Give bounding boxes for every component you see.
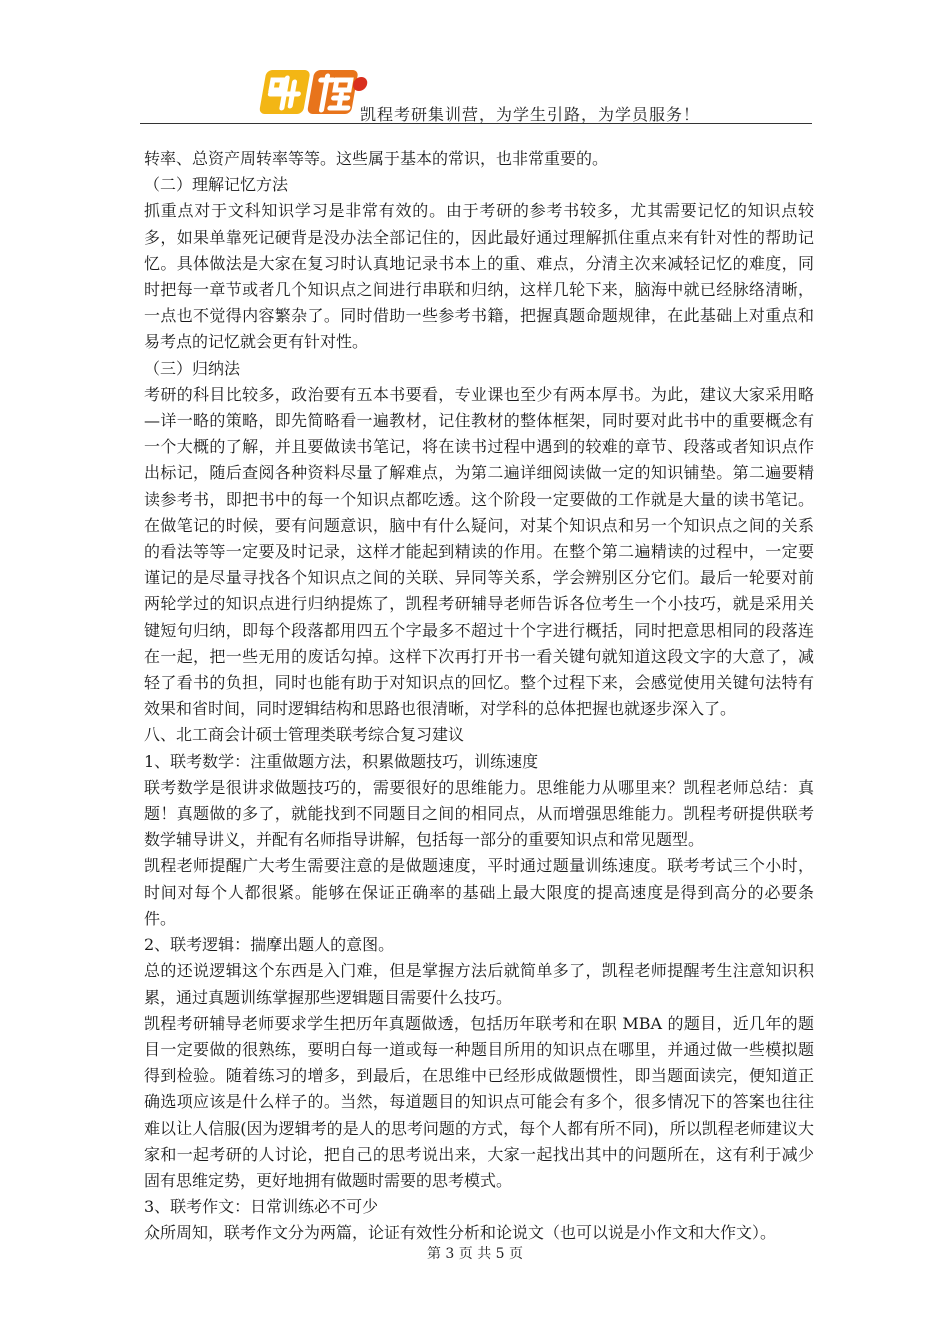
- paragraph: 考研的科目比较多，政治要有五本书要看，专业课也至少有两本厚书。为此，建议大家采用略—详一略的策略，即先简略看一遍教材，记住教材的整体框架，同时要对此书中的重要概念有一个大概的了解，并且要做读书笔记，将在读书过程中遇到的较难的章节、段落或者知识点作出标记，随后查阅各种资料尽量了解难点，为第二遍详细阅读做一定的知识铺垫。第二遍要精读参考书，即把书中的每一个知识点都吃透。这个阶段一定要做的工作就是大量的读书笔记。在做笔记的时候，要有问题意识，脑中有什么疑问，对某个知识点和另一个知识点之间的关系的看法等等一定要及时记录，这样才能起到精读的作用。在整个第二遍精读的过程中，一定要谨记的是尽量寻找各个知识点之间的关联、异同等关系，学会辨别区分它们。最后一轮要对前两轮学过的知识点进行归纳提炼了，凯程考研辅导老师告诉各位考生一个小技巧，就是采用关键短句归纳，即每个段落都用四五个字最多不超过十个字进行概括，同时把意思相同的段落连在一起，把一些无用的废话勾掉。这样下次再打开书一看关键句就知道这段文字的大意了，减轻了看书的负担，同时也能有助于对知识点的回忆。整个过程下来，会感觉使用关键句法特有效果和省时间，同时逻辑结构和思路也很清晰，对学科的总体把握也就逐步深入了。: [144, 384, 814, 719]
- subsection-heading: 3、联考作文：日常训练必不可少: [144, 1197, 379, 1217]
- paragraph: 联考数学是很讲求做题技巧的，需要很好的思维能力。思维能力从哪里来？凯程老师总结：真题！真题做的多了，就能找到不同题目之间的相同点，从而增强思维能力。凯程考研提供联考数学辅导讲义，并配有名师指导讲解，包括每一部分的重要知识点和常见题型。: [144, 777, 814, 850]
- paragraph: 凯程考研辅导老师要求学生把历年真题做透，包括历年联考和在职 MBA 的题目，近几年的题目一定要做的很熟练，要明白每一道或每一种题目所用的知识点在哪里，并通过做一些模拟题得到检验。随着练习的增多，到最后，在思维中已经形成做题惯性，即当题面读完，便知道正确选项应该是什么样子的。当然，每道题目的知识点可能会有多个，很多情况下的答案也往往难以让人信服(因为逻辑考的是人的思考问题的方式，每个人都有所不同)，所以凯程老师建议大家和一起考研的人讨论，把自己的思考说出来，大家一起找出其中的问题所在，这有利于减少固有思维定势，更好地拥有做题时需要的思考模式。: [144, 1013, 814, 1190]
- paragraph: 总的还说逻辑这个东西是入门难，但是掌握方法后就简单多了，凯程老师提醒考生注意知识积累，通过真题训练掌握那些逻辑题目需要什么技巧。: [144, 961, 814, 1007]
- subsection-heading: 2、联考逻辑：揣摩出题人的意图。: [144, 935, 395, 955]
- section-heading: （三）归纳法: [144, 358, 241, 378]
- page-header: [140, 62, 812, 124]
- paragraph: 凯程老师提醒广大考生需要注意的是做题速度，平时通过题量训练速度。联考考试三个小时，时间对每个人都很紧。能够在保证正确率的基础上最大限度的提高速度是得到高分的必要条件。: [144, 856, 814, 928]
- subsection-heading: 1、联考数学：注重做题方法，积累做题技巧，训练速度: [144, 751, 539, 771]
- paragraph: 抓重点对于文科知识学习是非常有效的。由于考研的参考书较多，尤其需要记忆的知识点较多，如果单靠死记硬背是没办法全部记住的，因此最好通过理解抓住重点来有针对性的帮助记忆。具体做法是大家在复习时认真地记录书本上的重、难点，分清主次来减轻记忆的难度，同时把每一章节或者几个知识点之间进行串联和归纳，这样几轮下来，脑海中就已经脉络清晰，一点也不觉得内容繁杂了。同时借助一些参考书籍，把握真题命题规律，在此基础上对重点和易考点的记忆就会更有针对性。: [144, 201, 814, 352]
- document-body: [144, 146, 814, 1247]
- page-number: 第 3 页 共 5 页: [426, 1246, 524, 1262]
- paragraph: 众所周知，联考作文分为两篇，论证有效性分析和论说文（也可以说是小作文和大作文）。: [144, 1223, 777, 1243]
- header-divider: [140, 123, 812, 124]
- section-heading: （二）理解记忆方法: [144, 175, 289, 195]
- header-slogan: 凯程考研集训营，为学生引路，为学员服务！: [360, 105, 701, 124]
- section-heading: 八、北工商会计硕士管理类联考综合复习建议: [144, 725, 465, 745]
- paragraph: 转率、总资产周转率等等。这些属于基本的常识，也非常重要的。: [144, 149, 609, 168]
